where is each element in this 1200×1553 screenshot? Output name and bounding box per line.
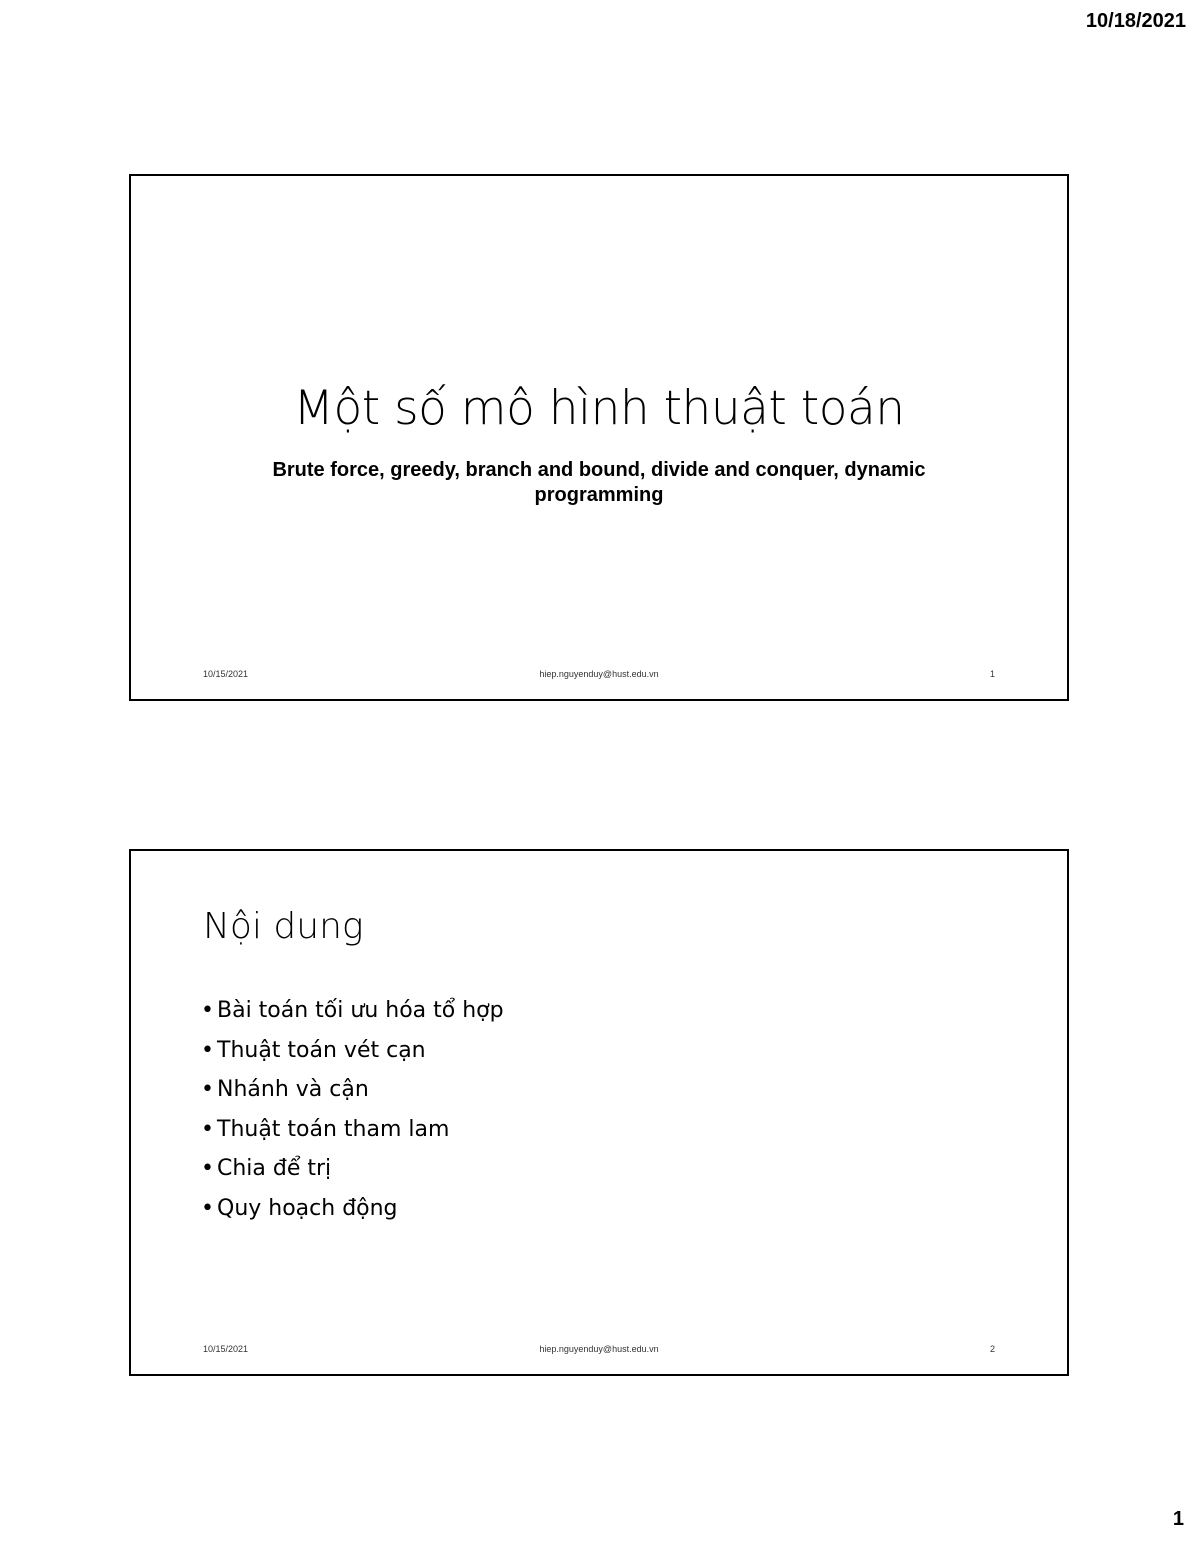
bullet-icon: • (201, 1156, 214, 1182)
slide-footer-date: 10/15/2021 (203, 669, 249, 679)
list-item (201, 991, 504, 1031)
bullet-icon: • (201, 1077, 214, 1103)
bullet-icon: • (201, 1037, 214, 1063)
list-item-text: Quy hoạch động (217, 1195, 398, 1221)
slide-footer (131, 1344, 1067, 1358)
bullet-icon: • (201, 998, 214, 1023)
list-item-text: Bài toán tối ưu hóa tổ hợp (217, 998, 504, 1023)
bullet-icon: • (201, 1116, 214, 1142)
list-item (201, 1031, 504, 1071)
list-item-text: Thuật toán tham lam (217, 1116, 450, 1142)
slide-footer-date: 10/15/2021 (203, 1344, 249, 1354)
list-item (201, 1110, 504, 1150)
bullet-list (201, 991, 504, 1229)
slide-footer-number: 1 (989, 669, 995, 679)
slide-1 (129, 174, 1069, 701)
bullet-icon: • (201, 1195, 214, 1221)
list-item-text: Thuật toán vét cạn (217, 1037, 426, 1063)
list-item (201, 1189, 504, 1229)
slide-footer-email: hiep.nguyenduy@hust.edu.vn (539, 1344, 659, 1354)
slide-footer-number: 2 (989, 1344, 995, 1354)
list-item (201, 1070, 504, 1110)
list-item-text: Chia để trị (217, 1156, 332, 1182)
slide-footer-email: hiep.nguyenduy@hust.edu.vn (539, 669, 659, 679)
slide-2 (129, 849, 1069, 1376)
list-item (201, 1149, 504, 1189)
slide-subtitle: Brute force, greedy, branch and bound, divide and conquer, dynamic programming (272, 459, 926, 506)
page-number: 1 (1172, 1508, 1184, 1530)
slide-footer (131, 669, 1067, 683)
page-date: 10/18/2021 (1085, 10, 1186, 32)
slide-title: Một số mô hình thuật toán (293, 381, 905, 436)
slide-heading: Nội dung (203, 906, 364, 947)
list-item-text: Nhánh và cận (217, 1077, 369, 1103)
